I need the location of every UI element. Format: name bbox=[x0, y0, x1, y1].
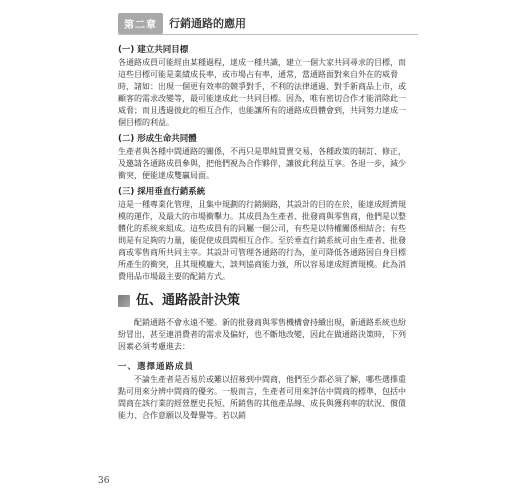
header-divider bbox=[118, 34, 418, 35]
running-header bbox=[118, 12, 246, 34]
subsection-body-3: 這是一種專業化管理，且集中規劃的行銷網路，其設計的目的在於，能達成經濟規模的運作，及最大的市場衝擊力。其成員為生產者、批發商與零售商，他們是以整體化的系統來組成。這些成員有的同屬一個公司，有些是以特權關係相結合；有些則是有足夠的力量，能促使成員間相互合作。至於垂直行銷系統可由生產者、批發商或零售商所共同主宰。其設計可管理各通路的行為，並可降低各通路因自身目標所產生的衝突，且其規模龐大，談判協商能力強，所以容易達成經濟規模。此為消費用品市場最主要的配銷方式。 bbox=[118, 200, 406, 281]
item-title-1: 一、選擇通路成員 bbox=[118, 362, 195, 372]
page-body bbox=[118, 44, 408, 422]
subsection-title-2: (二) 形成生命共同體 bbox=[118, 134, 197, 144]
section-heading bbox=[118, 291, 408, 311]
section-intro: 配銷通路不會永遠不變。新的批發商與零售機構會持續出現，新通路系統也紛紛冒出，甚至連消費者的需求及偏好，也不斷地改變，因此在做通路決策時，下列因素必須考慮進去： bbox=[118, 318, 406, 351]
item-body-1: 不論生產者是否易於或難以招募到中間商，他們至少都必須了解，哪些選擇重點可用來分辨中間商的優劣。一般而言，生產者可用來評估中間商的標準，包括中間商在該行業的經營歷史長短、所銷售的其他產品線、成長與獲利率的狀況、償債能力、合作意願以及聲譽等。若以銷 bbox=[118, 375, 406, 420]
section-marker-icon bbox=[118, 295, 130, 307]
subsection-title-3: (三) 採用垂直行銷系統 bbox=[118, 187, 206, 197]
chapter-title: 行銷通路的應用 bbox=[169, 17, 246, 30]
section-title: 伍、通路設計決策 bbox=[136, 293, 241, 308]
chapter-badge: 第二章 bbox=[118, 13, 163, 34]
subsection-body-1: 各通路成員可能經由某種過程，達成一種共識，建立一個大家共同尋求的目標，而這些目標可能是業績成長率，或市場占有率，通常，當通路面對來自外在的威脅時，諸如：出現一個更有效率的競爭對手，不利的法律通過、對手新商品上市，或顧客的需求改變等，最可能達成此一共同目標。因為，唯有密切合作才能消除此一威脅；而且透過彼此的相互合作，也能讓所有的通路成員體會到，共同努力達成一個目標的利益。 bbox=[118, 58, 406, 127]
subsection-body-2: 生產者與各種中間通路的關係，不再只是單純買賣交易，各種政策的制訂、修正，及邀請各通路成員參與，把他們視為合作夥伴，讓彼此利益互享。各退一步，減少衝突，便能達成雙贏局面。 bbox=[118, 147, 406, 180]
subsection-title-1: (一) 建立共同目標 bbox=[118, 45, 189, 55]
page-number: 36 bbox=[98, 476, 110, 486]
